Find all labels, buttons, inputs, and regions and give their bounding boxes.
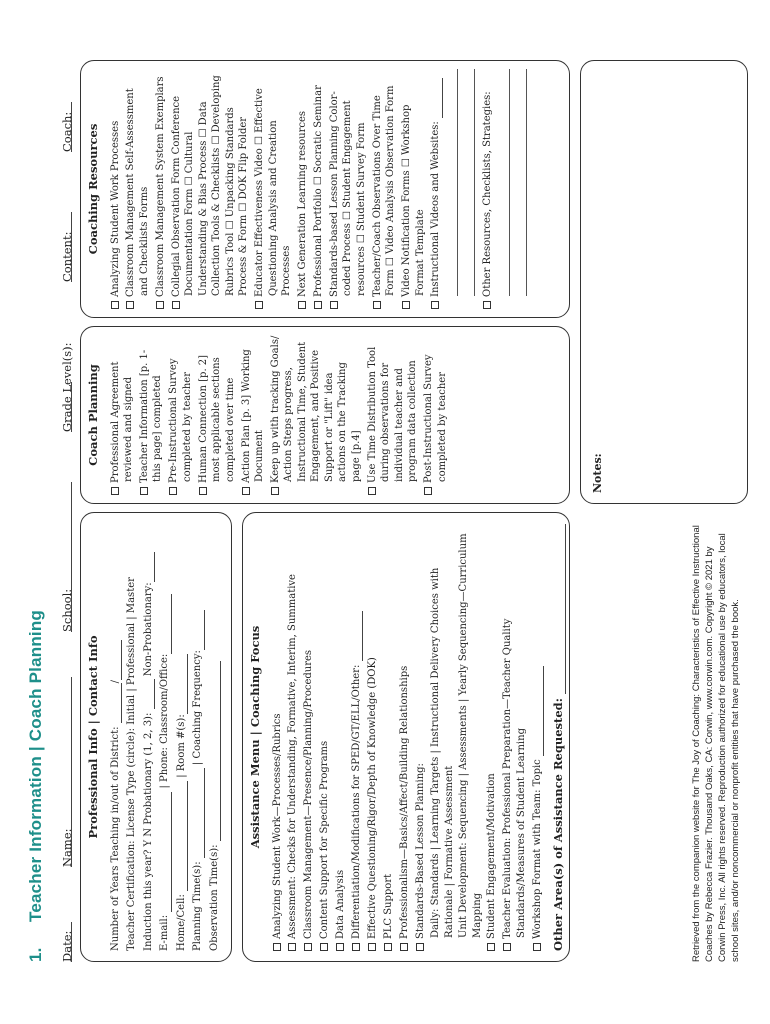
name-label: Name: [60, 828, 74, 867]
checkbox[interactable] [126, 301, 134, 309]
assist-item-analyzing[interactable]: Analyzing Student Work—Processes/Rubrics [271, 523, 285, 951]
checkbox[interactable] [402, 301, 410, 309]
copyright-footer: Retrieved from the companion website for The Joy of Coaching: Characteristics of Effective Instructional Coaches by Rebecca Frazier. Thousand Oaks, CA: Corwin, www.corwin.com. Copyright © 2021 by Corwin Press, Inc. All rights reserved. Reproduction authorized for educational use by educators, local school sites, and/or noncommercial or nonprofit entities that have purchased the book. [691, 525, 741, 962]
checkbox[interactable] [400, 943, 408, 951]
assist-item-evaluation[interactable]: Teacher Evaluation: Professional Preparation—Teacher Quality Standards/Measures of Student Learning [501, 523, 528, 951]
checkbox[interactable] [487, 943, 495, 951]
induction-field[interactable]: Induction this year? Y N Probationary (1, 2, 3): Non-Probationary: [142, 523, 156, 951]
checkbox[interactable] [320, 943, 328, 951]
checkbox[interactable] [140, 487, 148, 495]
write-in-line[interactable] [514, 69, 527, 296]
res-item-observations[interactable]: Teacher/Coach Observations Over Time Form ☐ Video Analysis Observation Form [371, 69, 398, 309]
content-label: Content: [60, 231, 74, 282]
checkbox[interactable] [373, 301, 381, 309]
assist-item-professionalism[interactable]: Professionalism—Basics/Affect/Building Relationships [398, 523, 412, 951]
page-heading [26, 610, 46, 962]
planning-time-field[interactable]: Planning Time(s): | Coaching Frequency: [191, 523, 205, 951]
checkbox[interactable] [314, 301, 322, 309]
checkbox[interactable] [242, 487, 250, 495]
checkbox[interactable] [368, 487, 376, 495]
res-item-effectiveness-video[interactable]: Educator Effectiveness Video ☐ Effective Questioning Analysis and Creation Processes [253, 69, 294, 309]
checkbox[interactable] [156, 301, 164, 309]
assistance-menu-box [242, 512, 570, 962]
checkbox[interactable] [503, 943, 511, 951]
other-assistance-field[interactable]: Other Area(s) of Assistance Requested: [552, 523, 566, 951]
years-teaching-field[interactable]: Number of Years Teaching in/out of District: / [109, 523, 123, 951]
assist-item-questioning[interactable]: Effective Questioning/Rigor/Depth of Knowledge (DOK) [366, 523, 380, 951]
notes-box[interactable] [580, 60, 748, 504]
checkbox[interactable] [273, 943, 281, 951]
assist-item-content-support[interactable]: Content Support for Specific Programs [318, 523, 332, 951]
date-label: Date: [60, 930, 74, 962]
checkbox[interactable] [368, 943, 376, 951]
assistance-menu-title: Assistance Menu | Coaching Focus [248, 625, 262, 849]
checkbox[interactable] [384, 943, 392, 951]
checkbox[interactable] [424, 487, 432, 495]
res-item-videos-websites[interactable]: Instructional Videos and Websites: [429, 69, 443, 309]
assist-item-workshop[interactable]: Workshop Format with Team: Topic [531, 523, 545, 951]
res-item-other[interactable]: Other Resources, Checklists, Strategies: [481, 69, 495, 309]
professional-info-box [80, 512, 232, 962]
plan-item-post-survey[interactable]: Post-Instructional Survey completed by teacher [422, 335, 449, 495]
assist-item-data-analysis[interactable]: Data Analysis [334, 523, 348, 951]
res-item-analyzing[interactable]: Analyzing Student Work Processes [109, 69, 123, 309]
school-label: School: [60, 588, 74, 632]
coach-label: Coach: [60, 111, 74, 152]
professional-info-title: Professional Info | Contact Info [86, 635, 100, 839]
res-item-next-gen[interactable]: Next Generation Learning resources [296, 69, 310, 309]
checkbox[interactable] [298, 301, 306, 309]
checkbox[interactable] [199, 487, 207, 495]
assist-sub-unit: Unit Development: Sequencing | Assessments | Yearly Sequencing—Curriculum Mapping [458, 533, 483, 938]
checkbox[interactable] [288, 943, 296, 951]
coach-planning-title: Coach Planning [86, 364, 100, 466]
write-in-line[interactable] [462, 69, 475, 296]
res-item-lesson-planning[interactable]: Standards-based Lesson Planning Color-coded Process ☐ Student Engagement resources ☐ Student Survey Form [328, 69, 369, 309]
checkbox[interactable] [416, 943, 424, 951]
email-field[interactable]: E-mail: | Phone: Classroom/Office: [158, 523, 172, 951]
plan-item-human-connection[interactable]: Human Connection [p. 2] most applicable sections completed over time [197, 335, 238, 495]
res-item-cm-self-assessment[interactable]: Classroom Management Self-Assessment and Checklists Forms [124, 69, 151, 309]
home-cell-field[interactable]: Home/Cell: | Room #(s): [175, 523, 189, 951]
checkbox[interactable] [111, 301, 119, 309]
assist-item-lesson-planning[interactable]: Standards-Based Lesson Planning: [414, 523, 428, 951]
license-type-field[interactable]: Teacher Certification: License Type (circle): Initial | Professional | Master [126, 577, 137, 951]
assist-sub-daily: Daily: Standards | Learning Targets | Instructional Delivery Choices with Rationale | Formative Assessment [430, 567, 455, 938]
checkbox[interactable] [172, 301, 180, 309]
res-item-video-notification[interactable]: Video Notification Forms ☐ Workshop Format Template [400, 69, 427, 309]
checkbox[interactable] [431, 301, 439, 309]
heading-title: Teacher Information | Coach Planning [26, 609, 45, 922]
assist-item-engagement[interactable]: Student Engagement/Motivation [485, 523, 499, 951]
checkbox[interactable] [483, 301, 491, 309]
plan-item-pre-survey[interactable]: Pre-Instructional Survey completed by teacher [167, 335, 194, 495]
res-item-cm-exemplars[interactable]: Classroom Management System Exemplars [154, 69, 168, 309]
checkbox[interactable] [271, 487, 279, 495]
assist-item-assessment[interactable]: Assessment: Checks for Understanding, Formative, Interim, Summative [286, 523, 300, 951]
plan-item-agreement[interactable]: Professional Agreement reviewed and signed [109, 335, 136, 495]
plan-item-teacher-info[interactable]: Teacher Information [p. 1-this page] completed [138, 335, 165, 495]
checkbox[interactable] [352, 943, 360, 951]
res-item-collegial[interactable]: Collegial Observation Form Conference Documentation Form ☐ Cultural Understanding & Bias Process ☐ Data Collection Tools & Checklists ☐ Developing Rubrics Tool ☐ Unpacking Standards Process & Form ☐ DOK Flip Folder [170, 69, 251, 309]
plan-item-tracking[interactable]: Keep up with tracking Goals/ Action Steps progress, Instructional Time, Student Engagement, and Positive Support or "Lift" idea actions on the Tracking page [p.4] [269, 335, 364, 495]
assist-item-plc[interactable]: PLC Support [382, 523, 396, 951]
notes-title: Notes: [591, 453, 604, 493]
heading-number: 1. [26, 947, 45, 962]
assist-item-classroom-mgmt[interactable]: Classroom Management—Presence/Planning/Procedures [302, 523, 316, 951]
plan-item-time-distribution[interactable]: Use Time Distribution Tool during observations for individual teacher and program data collection [366, 335, 420, 495]
res-item-portfolio[interactable]: Professional Portfolio ☐ Socratic Seminar [312, 69, 326, 309]
checkbox[interactable] [336, 943, 344, 951]
checkbox[interactable] [111, 487, 119, 495]
assist-item-differentiation[interactable]: Differentiation/Modifications for SPED/GT/ELL/Other: [350, 523, 364, 951]
coaching-resources-title: Coaching Resources [86, 123, 100, 255]
checkbox[interactable] [330, 301, 338, 309]
checkbox[interactable] [304, 943, 312, 951]
checkbox[interactable] [169, 487, 177, 495]
observation-time-field[interactable]: Observation Time(s): [208, 523, 222, 951]
coaching-resources-box [80, 60, 570, 318]
write-in-line[interactable] [445, 69, 458, 296]
grade-label: Grade Level(s): [60, 342, 74, 432]
plan-item-action-plan[interactable]: Action Plan [p. 3] Working Document [240, 335, 267, 495]
coach-planning-box [80, 326, 570, 504]
checkbox[interactable] [255, 301, 263, 309]
write-in-line[interactable] [497, 69, 510, 296]
checkbox[interactable] [533, 943, 541, 951]
